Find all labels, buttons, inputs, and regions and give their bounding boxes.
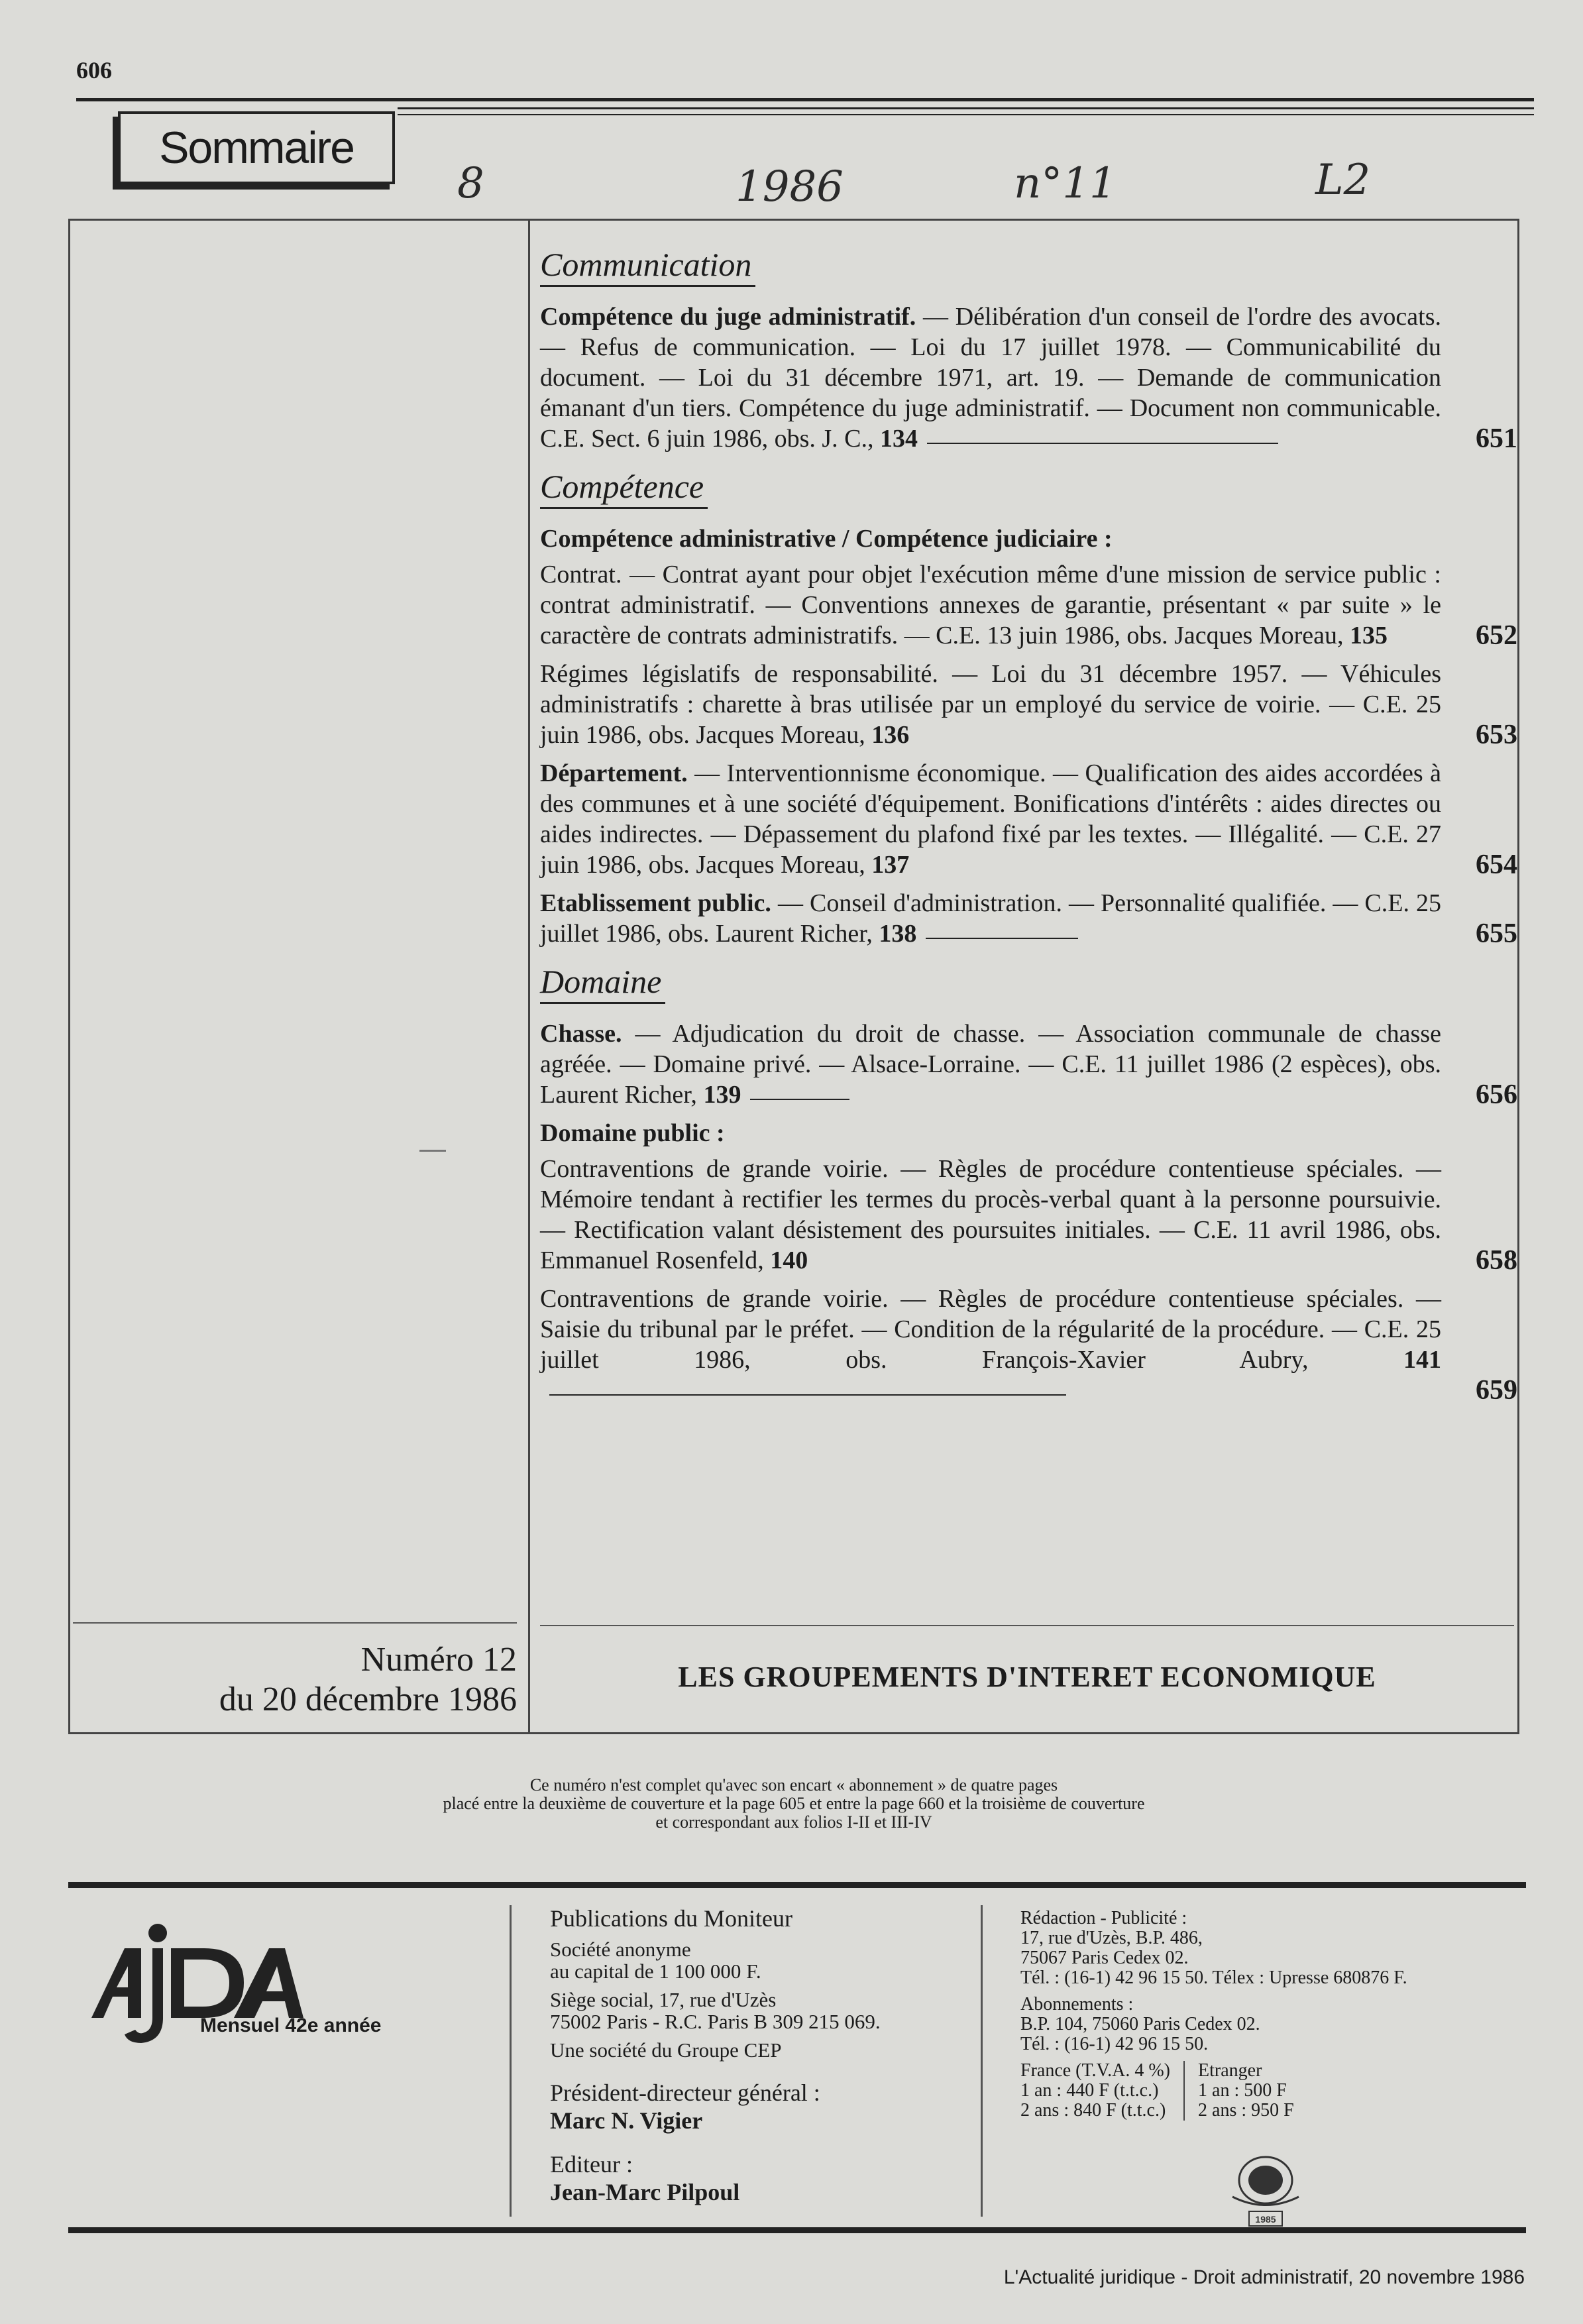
- colophon-divider-2: [981, 1905, 983, 2217]
- publisher-info: [550, 1905, 974, 2207]
- page-footer: L'Actualité juridique - Droit administratif, 20 novembre 1986: [1003, 2266, 1525, 2288]
- section-title: Compétence: [540, 466, 708, 509]
- page-ref: 656: [1476, 1079, 1517, 1110]
- entry-text: — Conseil d'administration. — Personnalité qualifiée. — C.E. 25 juillet 1986, obs. Laurent Richer,: [540, 889, 1441, 948]
- colophon-divider: [510, 1905, 512, 2217]
- redaction-label: Rédaction - Publicité :: [1020, 1908, 1187, 1928]
- issue-theme: LES GROUPEMENTS D'INTERET ECONOMIQUE: [678, 1661, 1376, 1693]
- logo-subtitle: Mensuel 42e année: [200, 2015, 382, 2036]
- entry-text: Contraventions de grande voirie. — Règles de procédure contentieuse spéciales. — Mémoire tendant à rectifier les termes du procès-verbal quant à la personne poursuivie. — Rectification valant désistement des poursuites initiales. — C.E. 11 avril 1986, obs. Emmanuel Rosenfeld,: [540, 1155, 1441, 1274]
- page-number: 606: [76, 57, 112, 83]
- page-ref: 659: [1476, 1375, 1517, 1406]
- page-ref: 658: [1476, 1245, 1517, 1276]
- president-name: Marc N. Vigier: [550, 2107, 703, 2134]
- entry: [540, 888, 1517, 949]
- entry-text: Régimes législatifs de responsabilité. — Loi du 31 décembre 1957. — Véhicules administratifs : charette à bras utilisée par un employé du service de voirie. — C.E. 25 juin 1986, obs. Jacques Moreau,: [540, 660, 1441, 749]
- notice-line: placé entre la deuxième de couverture et la page 605 et entre la page 660 et la troisième de couverture: [443, 1794, 1145, 1813]
- ojd-seal-icon: [1219, 2150, 1312, 2230]
- top-rule: [76, 98, 1534, 101]
- publisher-line: Société anonyme: [550, 1938, 691, 1961]
- abonnements-line: Tél. : (16-1) 42 96 15 50.: [1020, 2034, 1209, 2054]
- handwritten-mark-2: L2: [1315, 156, 1371, 205]
- redaction-line: 17, rue d'Uzès, B.P. 486,: [1020, 1928, 1203, 1948]
- insert-notice: [68, 1776, 1519, 1832]
- redaction-line: 75067 Paris Cedex 02.: [1020, 1948, 1189, 1968]
- top-rule-double-2: [398, 114, 1534, 115]
- entry: [540, 302, 1517, 454]
- entry-number: 136: [871, 721, 910, 749]
- publisher-line: au capital de 1 100 000 F.: [550, 1960, 761, 1983]
- page-ref: 654: [1476, 850, 1517, 880]
- entry-number: 135: [1350, 622, 1388, 649]
- subscription-rates: [1020, 2061, 1524, 2121]
- publisher-line: 75002 Paris - R.C. Paris B 309 215 069.: [550, 2010, 881, 2033]
- page-ref: 652: [1476, 620, 1517, 651]
- page-ref: 651: [1476, 423, 1517, 454]
- margin-dash: [419, 1150, 446, 1152]
- entry: [540, 659, 1517, 750]
- entry-text: Contrat. — Contrat ayant pour objet l'exécution même d'une mission de service public : contrat administratif. — Conventions annexes de garantie, présentant « par suite » le caractère de contrats administratifs. — C.E. 13 juin 1986, obs. Jacques Moreau,: [540, 561, 1441, 649]
- editor-name: Jean-Marc Pilpoul: [550, 2179, 740, 2205]
- entry-lead: Département.: [540, 759, 688, 787]
- handwritten-number: n°11: [1014, 159, 1117, 208]
- section-title: Communication: [540, 244, 755, 287]
- top-rule-double: [398, 107, 1534, 109]
- seal-year: 1985: [1255, 2214, 1276, 2225]
- rates-france: [1020, 2061, 1185, 2121]
- entry-number: 137: [871, 851, 910, 879]
- entry-number: 141: [1403, 1346, 1441, 1374]
- entry-lead: Etablissement public.: [540, 889, 771, 917]
- subheading: Domaine public :: [540, 1119, 725, 1147]
- entry-number: 139: [703, 1081, 741, 1109]
- dot-leader: [549, 1394, 1066, 1396]
- page-ref: 653: [1476, 720, 1517, 750]
- entry-text: — Adjudication du droit de chasse. — Association communale de chasse agréée. — Domaine privé. — Alsace-Lorraine. — C.E. 11 juillet 1986 (2 espèces), obs. Laurent Richer,: [540, 1020, 1441, 1109]
- abonnements-label: Abonnements :: [1020, 1994, 1134, 2015]
- subheading: Compétence administrative / Compétence judiciaire :: [540, 525, 1113, 553]
- notice-line: et correspondant aux folios I-II et III-IV: [655, 1812, 932, 1832]
- theme-rule: [540, 1625, 1514, 1626]
- entry-number: 138: [879, 920, 917, 948]
- entry: [540, 1019, 1517, 1110]
- entry: [540, 559, 1517, 651]
- entry-lead: Chasse.: [540, 1020, 622, 1048]
- france-label: France (T.V.A. 4 %): [1020, 2060, 1171, 2081]
- abonnements-line: B.P. 104, 75060 Paris Cedex 02.: [1020, 2014, 1260, 2034]
- publisher-line: Siège social, 17, rue d'Uzès: [550, 1988, 777, 2011]
- section-domaine: [540, 961, 1517, 1406]
- section-title: Domaine: [540, 961, 665, 1004]
- column-divider: [528, 219, 530, 1734]
- etranger-rate: 1 an : 500 F: [1198, 2080, 1287, 2101]
- entry-number: 140: [770, 1246, 808, 1274]
- entry-text: — Délibération d'un conseil de l'ordre des avocats. — Refus de communication. — Loi du 17 juillet 1978. — Communicabilité du document. — Loi du 31 décembre 1971, art. 19. — Demande de communication émanant d'un tiers. Compétence du juge administratif. — Document non communicable. C.E. Sect. 6 juin 1986, obs. J. C.,: [540, 303, 1441, 453]
- page-ref: 655: [1476, 918, 1517, 949]
- entry: [540, 758, 1517, 880]
- etranger-rate: 2 ans : 950 F: [1198, 2100, 1294, 2121]
- etranger-label: Etranger: [1198, 2060, 1262, 2081]
- section-communication: [540, 244, 1517, 454]
- issue-number: Numéro 12: [360, 1641, 517, 1679]
- colophon-top-rule: [68, 1882, 1526, 1888]
- dot-leader: [927, 443, 1278, 444]
- publisher-name: Publications du Moniteur: [550, 1905, 792, 1932]
- france-rate: 1 an : 440 F (t.t.c.): [1020, 2080, 1159, 2101]
- notice-line: Ce numéro n'est complet qu'avec son encart « abonnement » de quatre pages: [529, 1775, 1058, 1795]
- entry-text: Contraventions de grande voirie. — Règles de procédure contentieuse spéciales. — Saisie du tribunal par le préfet. — Condition de la régularité de la procédure. — C.E. 25 juillet 1986, obs. François-Xavier Aubry,: [540, 1285, 1441, 1374]
- contact-info: [1020, 1909, 1524, 2121]
- entry-text: — Interventionnisme économique. — Qualification des aides accordées à des communes et à une société d'équipement. Bonifications d'intérêts : aides directes ou aides indirectes. — Dépassement du plafond fixé par les textes. — Illégalité. — C.E. 27 juin 1986, obs. Jacques Moreau,: [540, 759, 1441, 879]
- publisher-line: Une société du Groupe CEP: [550, 2038, 782, 2062]
- editor-label: Editeur :: [550, 2151, 633, 2178]
- entry-number: 134: [880, 425, 918, 453]
- issue-rule: [73, 1622, 517, 1624]
- handwritten-year: 1986: [736, 162, 844, 211]
- issue-info: [73, 1640, 517, 1720]
- entry: [540, 1154, 1517, 1276]
- president-label: Président-directeur général :: [550, 2079, 820, 2106]
- rates-etranger: [1185, 2061, 1294, 2121]
- section-competence: [540, 466, 1517, 949]
- dot-leader: [750, 1099, 849, 1100]
- entry: [540, 1284, 1517, 1406]
- entry-lead: Compétence du juge administratif.: [540, 303, 916, 331]
- france-rate: 2 ans : 840 F (t.t.c.): [1020, 2100, 1166, 2121]
- issue-date: du 20 décembre 1986: [219, 1681, 517, 1718]
- redaction-line: Tél. : (16-1) 42 96 15 50. Télex : Upresse 680876 F.: [1020, 1967, 1407, 1988]
- handwritten-mark: 8: [457, 159, 484, 208]
- summary-content: [540, 244, 1517, 1417]
- sommaire-title: Sommaire: [118, 111, 395, 184]
- dot-leader: [926, 938, 1078, 939]
